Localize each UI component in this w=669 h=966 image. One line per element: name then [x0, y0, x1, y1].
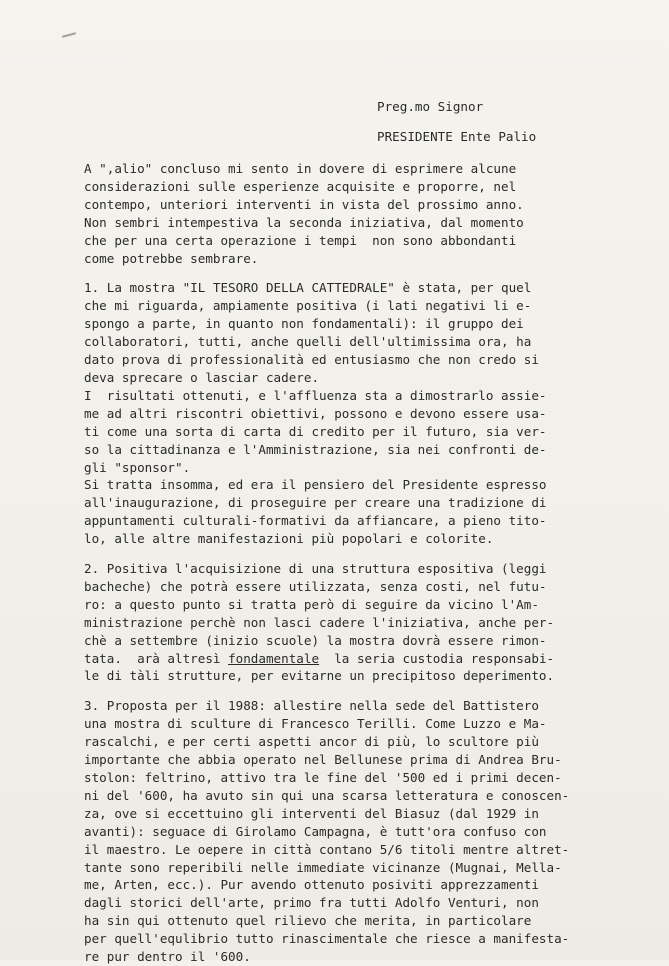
text-fragment: tata. arà altresì [84, 650, 229, 666]
text-fragment: tàli strutture, per evitarne un precipitoso deperimento. [129, 668, 555, 684]
text-line: bacheche) che potrà essere utilizzata, senza costi, nel futu- [84, 578, 547, 594]
recipient: PRESIDENTE Ente Palio [377, 129, 537, 144]
paragraph-point-2 [84, 560, 644, 685]
text-line: dato prova di professionalità ed entusiasmo che non credo si [84, 352, 539, 368]
text-line: lo, alle altre manifestazioni più popolari e colorite. [84, 531, 494, 547]
underlined-word: fondamentale [228, 650, 320, 666]
text-line: 1. La mostra "IL TESORO DELLA CATTEDRALE" è stata, per quel [84, 280, 532, 296]
text-line: me, Arten, ecc.). Pur avendo ottenuto posiviti apprezzamenti [84, 877, 539, 893]
text-line [84, 650, 644, 668]
text-line: A "‚alio" concluso mi sento in dovere di esprimere alcune [84, 161, 517, 176]
text-line: per quell'equlibrio tutto rinascimentale che riesce a manifesta- [84, 931, 570, 947]
text-line: I risultati ottenuti, e l'affluenza sta a dimostrarlo assie- [84, 387, 547, 403]
text-line: importante che abbia operato nel Bellunese prima di Andrea Bru- [84, 752, 562, 768]
text-line: re pur dentro il '600. [84, 949, 251, 965]
text-line: ti come una sorta di carta di credito per il futuro, sia ver- [84, 423, 547, 439]
text-line: 2. Positiva l'acquisizione di una struttura espositiva (leggi [84, 561, 547, 577]
text-line: ro: a questo punto si tratta però di seguire da vicino l'Am- [84, 596, 539, 612]
text-line: me ad altri riscontri obiettivi, possono e devono essere usa- [84, 405, 547, 421]
paragraph-point-1 [84, 279, 644, 548]
text-line: Si tratta insomma, ed era il pensiero del Presidente espresso [84, 477, 547, 493]
text-line: 3. Proposta per il 1988: allestire nella sede del Battistero [84, 698, 539, 714]
text-line: ministrazione perchè non lasci cadere l'iniziativa, anche per- [84, 614, 555, 630]
text-fragment: la seria custodia responsabi- [319, 650, 555, 666]
text-line: appuntamenti culturali-formativi da affiancare, a pieno tito- [84, 513, 547, 529]
text-line: so la cittadinanza e l'Amministrazione, sia nei confronti de- [84, 441, 547, 457]
text-line [84, 667, 644, 685]
text-line: deva sprecare o lasciar cadere. [84, 369, 320, 385]
text-line: gli "sponsor". [84, 459, 191, 475]
text-line: stolon: feltrino, attivo tra le fine del '500 ed i primi decen- [84, 770, 562, 785]
text-line: chè a settembre (inizio scuole) la mostra dovrà essere rimon- [84, 632, 547, 648]
text-line: contempo, unteriori interventi in vista del prossimo anno. [84, 196, 524, 212]
paper-mark [62, 32, 76, 38]
text-fragment: le di [84, 668, 130, 684]
text-line: che per una certa operazione i tempi non sono abbondanti [84, 232, 517, 248]
text-line: ni del '600, ha avuto sin qui una scarsa letteratura e conoscen- [84, 787, 570, 803]
text-line: ha sin qui ottenuto quel rilievo che merita, in particolare [84, 913, 532, 929]
paragraph-intro [84, 160, 644, 267]
text-line: za, ove si eccettuino gli interventi del Biasuz (dal 1929 in [84, 805, 539, 821]
text-line: Non sembri intempestiva la seconda iniziativa, dal momento [84, 214, 524, 230]
text-line: che mi riguarda, ampiamente positiva (i lati negativi li e- [84, 298, 532, 314]
addressee-block [377, 92, 536, 152]
text-line: una mostra di sculture di Francesco Terilli. Come Luzzo e Ma- [84, 716, 547, 732]
text-line: all'inaugurazione, di proseguire per creare una tradizione di [84, 495, 547, 511]
text-line: il maestro. Le oepere in città contano 5/6 titoli mentre altret- [84, 841, 570, 857]
salutation: Preg.mo Signor [377, 99, 484, 114]
text-line: tante sono reperibili nelle immediate vicinanze (Mugnai, Mella- [84, 859, 562, 875]
text-line: avanti): seguace di Girolamo Campagna, è tutt'ora confuso con [84, 823, 547, 839]
paragraph-point-3 [84, 697, 644, 966]
text-line: spongo a parte, in quanto non fondamentali): il gruppo dei [84, 316, 524, 332]
text-line: dagli storici dell'arte, primo fra tutti Adolfo Venturi, non [84, 895, 539, 911]
text-line: rascalchi, e per certi aspetti ancor di più, lo scultore più [84, 734, 539, 750]
letter-body [84, 160, 644, 966]
text-line: collaboratori, tutti, anche quelli dell'ultimissima ora, ha [84, 334, 532, 350]
text-line: come potrebbe sembrare. [84, 250, 259, 266]
text-line: considerazioni sulle esperienze acquisite e proporre, nel [84, 178, 517, 194]
